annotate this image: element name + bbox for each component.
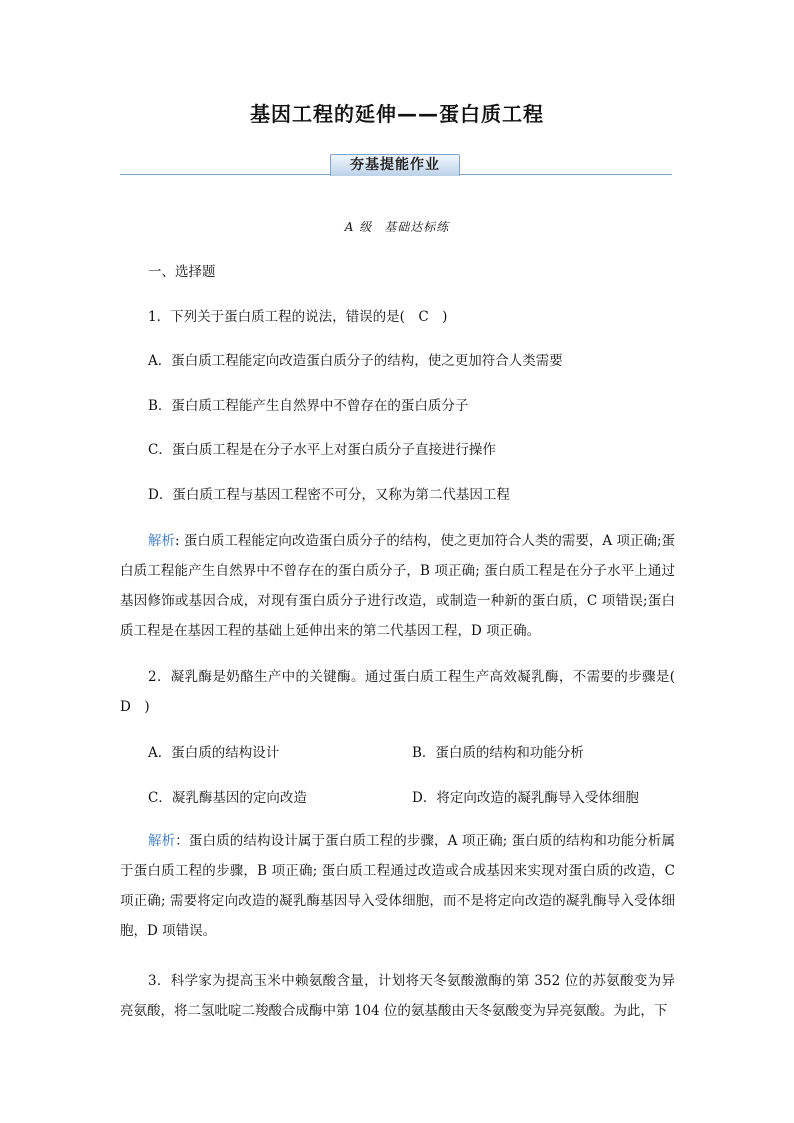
q1-option-b: B．蛋白质工程能产生自然界中不曾存在的蛋白质分子 [148,398,469,414]
q1-option-d: D．蛋白质工程与基因工程密不可分，又称为第二代基因工程 [148,487,510,503]
section-heading: 一、选择题 [148,264,216,280]
q1-analysis [120,526,675,646]
q2-analysis-label: 解析 [148,833,176,849]
q1-stem: 1．下列关于蛋白质工程的说法，错误的是( C ) [148,309,448,325]
q3-stem: 3．科学家为提高玉米中赖氨酸含量，计划将天冬氨酸激酶的第 352 位的苏氨酸变为异亮氨酸，将二氢吡啶二羧酸合成酶中第 104 位的氨基酸由天冬氨酸变为异亮氨酸。为此，下 [120,973,675,1019]
level-grade: A 级 [344,220,373,234]
q1-analysis-label: 解析 [148,533,176,549]
q1-option-c: C．蛋白质工程是在分子水平上对蛋白质分子直接进行操作 [148,442,496,458]
q2-option-b: B．蛋白质的结构和功能分析 [412,745,584,761]
q2-option-c: C．凝乳酶基因的定向改造 [148,790,307,806]
page-title: 基因工程的延伸——蛋白质工程 [250,102,544,126]
level-heading [0,218,794,235]
q2-option-d: D．将定向改造的凝乳酶导入受体细胞 [412,790,639,806]
q2-stem: 2．凝乳酶是奶酪生产中的关键酶。通过蛋白质工程生产高效凝乳酶，不需要的步骤是( D ) [120,669,689,715]
q1-option-a: A．蛋白质工程能定向改造蛋白质分子的结构，使之更加符合人类需要 [148,353,563,369]
q2-analysis-text: ：蛋白质的结构设计属于蛋白质工程的步骤，A 项正确; 蛋白质的结构和功能分析属于蛋白质工程的步骤，B 项正确; 蛋白质工程通过改造或合成基因来实现对蛋白质的改造，C 项正确; 需要将定向改造的凝乳酶基因导入受体细胞，而不是将定向改造的凝乳酶导入受体细胞，D 项错误。 [120,833,675,939]
q2-option-a: A．蛋白质的结构设计 [148,745,280,761]
q2-analysis [120,826,675,946]
banner-label: 夯基提能作业 [330,154,460,176]
level-name: 基础达标练 [384,220,450,234]
q1-analysis-text: : 蛋白质工程能定向改造蛋白质分子的结构，使之更加符合人类的需要，A 项正确;蛋白质工程能产生自然界中不曾存在的蛋白质分子，B 项正确; 蛋白质工程是在分子水平上通过基因修饰或基因合成，对现有蛋白质分子进行改造，或制造一种新的蛋白质，C 项错误;蛋白质工程是在基因工程的基础上延伸出来的第二代基因工程，D 项正确。 [120,533,676,639]
